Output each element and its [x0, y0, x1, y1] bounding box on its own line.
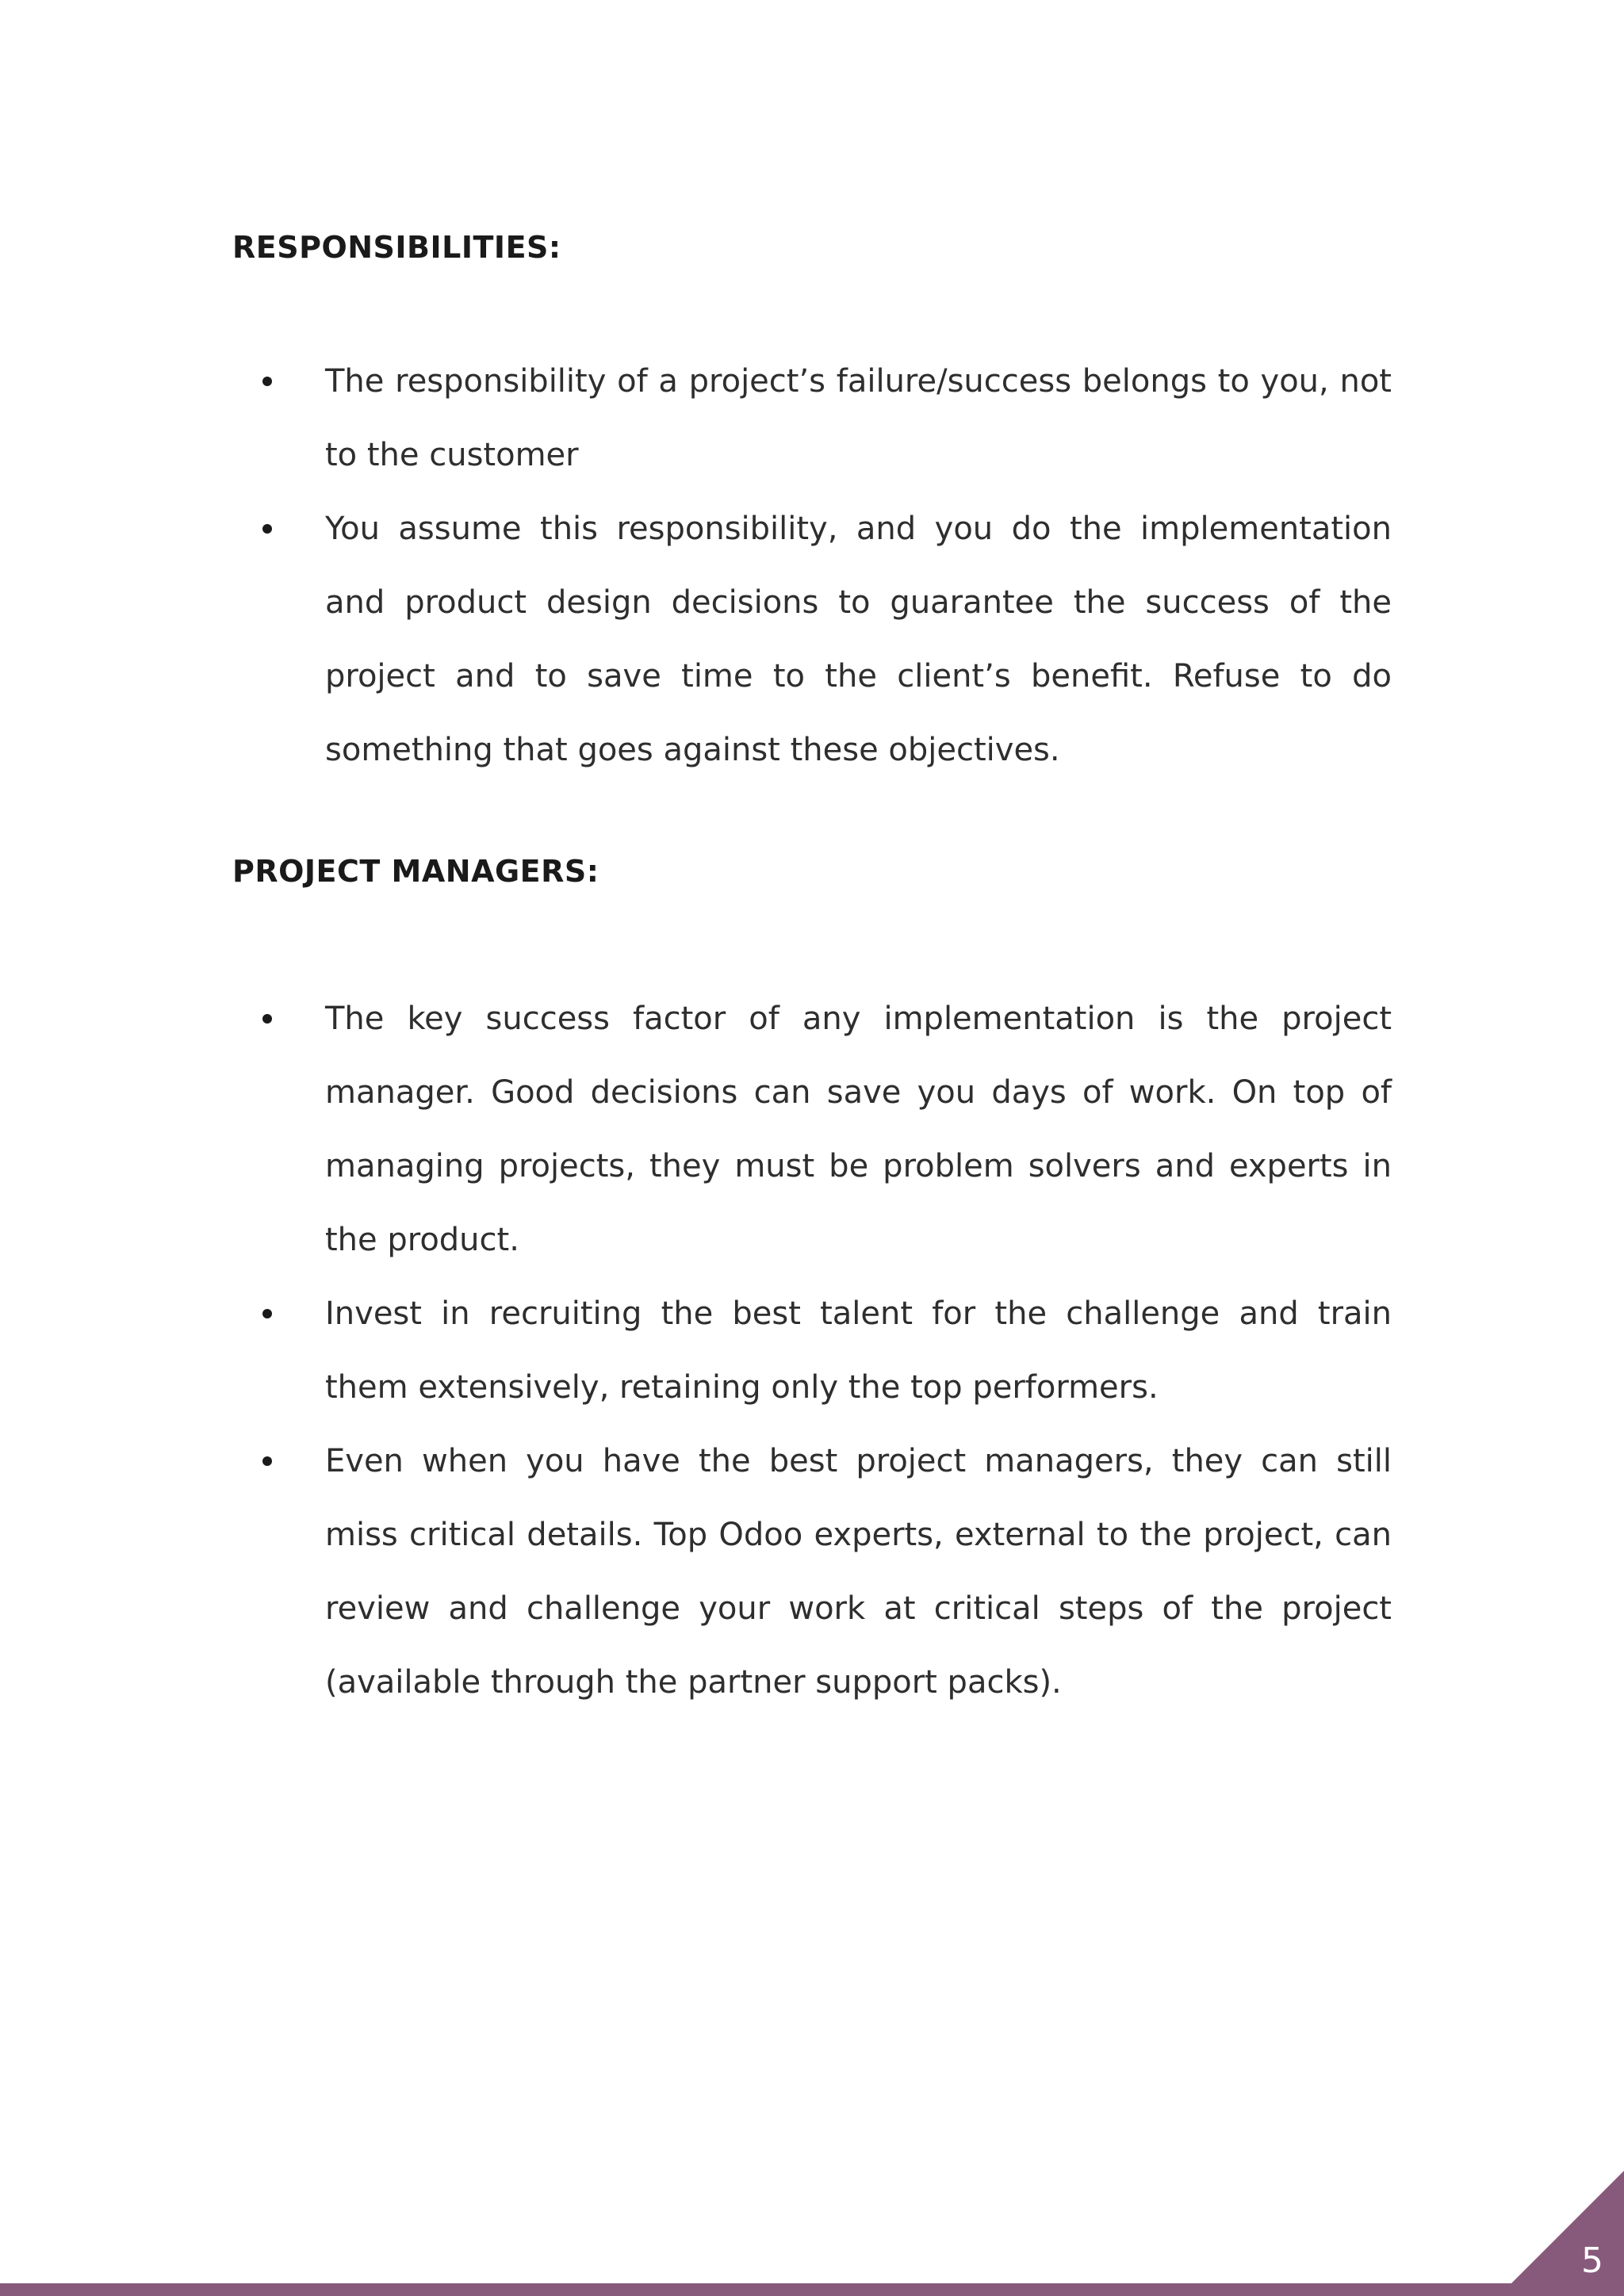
footer-accent-bar: [0, 2283, 1624, 2296]
list-item: [232, 982, 1392, 1277]
bullet-icon: [262, 1014, 272, 1024]
bullet-icon: [262, 1456, 272, 1466]
project-managers-list: [232, 982, 1392, 1720]
section-heading-responsibilities: RESPONSIBILITIES:: [232, 230, 561, 265]
page-corner-decoration: [1499, 2171, 1624, 2296]
list-item-text: Even when you have the best project managers, they can still miss critical details. Top Odoo experts, external to the project, can review and challenge your work at critical steps of the project (available through the partner support packs).: [325, 1443, 1392, 1701]
list-item-text: The responsibility of a project’s failure/success belongs to you, not to the customer: [325, 363, 1392, 473]
bullet-icon: [262, 377, 272, 386]
page-number: 5: [1581, 2241, 1603, 2281]
section-heading-project-managers: PROJECT MANAGERS:: [232, 854, 599, 889]
bullet-icon: [262, 1309, 272, 1318]
list-item-text: The key success factor of any implementation is the project manager. Good decisions can save you days of work. On top of managing projects, they must be problem solvers and experts in the product.: [325, 1001, 1392, 1258]
list-item: [232, 1277, 1392, 1425]
list-item-text: Invest in recruiting the best talent for the challenge and train them extensively, retaining only the top performers.: [325, 1295, 1392, 1406]
responsibilities-list: [232, 345, 1392, 787]
bullet-icon: [262, 524, 272, 534]
list-item: [232, 492, 1392, 787]
list-item: [232, 1425, 1392, 1720]
list-item: [232, 345, 1392, 492]
list-item-text: You assume this responsibility, and you do the implementation and product design decisions to guarantee the success of the project and to save time to the client’s benefit. Refuse to do something that goes against these objectives.: [325, 511, 1392, 768]
